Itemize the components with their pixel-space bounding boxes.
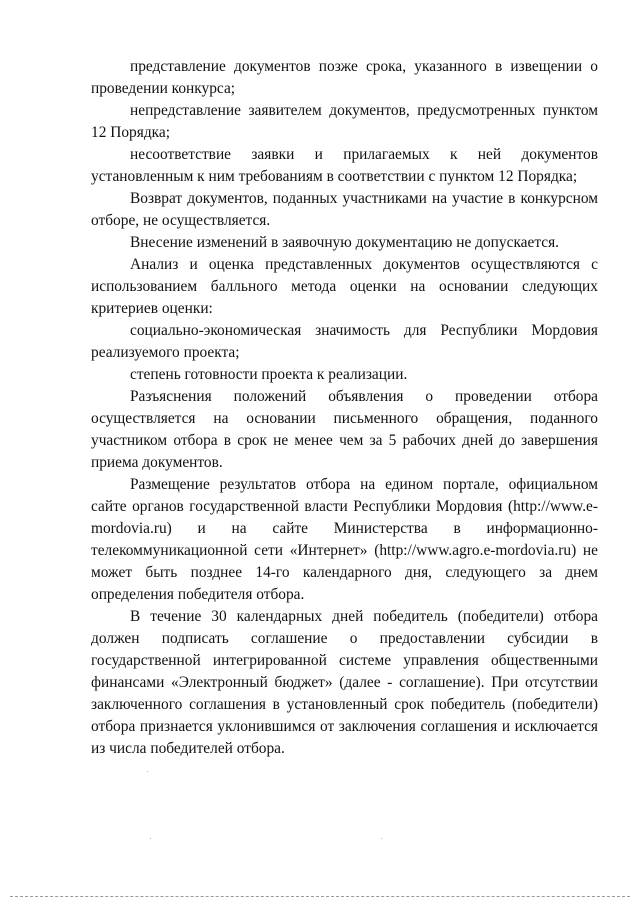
scan-speck (150, 838, 151, 839)
paragraph-evaluation-method: Анализ и оценка представленных документов осуществляются с использованием балльного метода оценки на основании следующих критериев оценки: (91, 256, 598, 317)
paragraph-nonconformity: несоответствие заявки и прилагаемых к ней документов установленным к ним требованиям в соответствии с пунктом 12 Порядка; (91, 146, 598, 185)
paragraph-missing-documents: непредставление заявителем документов, предусмотренных пунктом 12 Порядка; (91, 102, 598, 141)
paragraph-criterion-significance: социально-экономическая значимость для Республики Мордовия реализуемого проекта; (91, 322, 598, 361)
scan-edge-line (10, 896, 630, 897)
document-body (91, 56, 598, 760)
paragraph-no-changes: Внесение изменений в заявочную документацию не допускается. (130, 234, 560, 251)
paragraph-criterion-readiness: степень готовности проекта к реализации. (130, 366, 408, 383)
scan-speck (381, 838, 382, 839)
scan-speck (147, 771, 148, 772)
paragraph-agreement-signing: В течение 30 календарных дней победитель (победители) отбора должен подписать соглашение о предоставлении субсидии в государственной интегрированной системе управления общественными финансами «Электронный бюджет» (далее - соглашение). При отсутствии заключенного соглашения в установленный срок победитель (победители) отбора признается уклонившимся от заключения соглашения и исключается из числа победителей отбора. (91, 608, 598, 757)
paragraph-late-submission: представление документов позже срока, указанного в извещении о проведении конкурса; (91, 58, 598, 97)
paragraph-no-return: Возврат документов, поданных участниками на участие в конкурсном отборе, не осуществляется. (91, 190, 598, 229)
paragraph-clarifications: Разъяснения положений объявления о проведении отбора осуществляется на основании письменного обращения, поданного участником отбора в срок не менее чем за 5 рабочих дней до завершения приема документов. (91, 388, 598, 471)
paragraph-results-publication: Размещение результатов отбора на едином портале, официальном сайте органов государственной власти Республики Мордовия (http://www.e-mordovia.ru) и на сайте Министерства в информационно-телекоммуникационной сети «Интернет» (http://www.agro.e-mordovia.ru) не может быть позднее 14-го календарного дня, следующего за днем определения победителя отбора. (91, 476, 598, 603)
